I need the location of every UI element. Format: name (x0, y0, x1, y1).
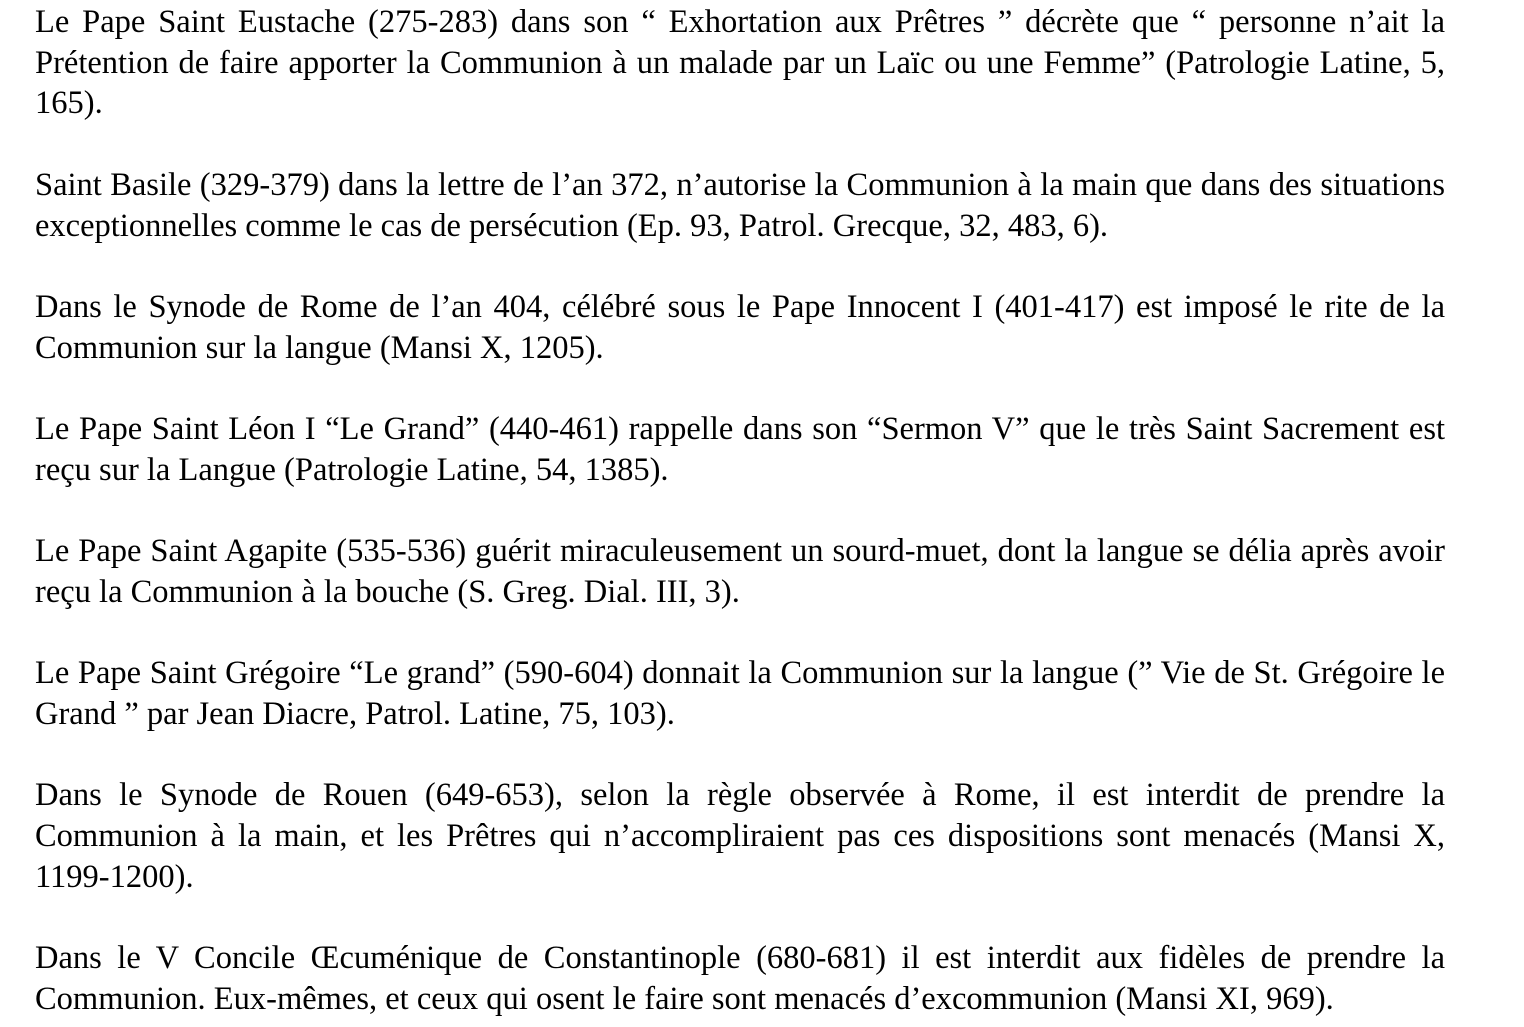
paragraph-eustache: Le Pape Saint Eustache (275-283) dans son “ Exhortation aux Prêtres ” décrète que “ personne n’ait la Prétention de faire apporter la Communion à un malade par un Laïc ou une Femme” (Patrologie Latine, 5, 165). (35, 4, 1445, 122)
paragraph-basile: Saint Basile (329-379) dans la lettre de l’an 372, n’autorise la Communion à la main que dans des situations exceptionnelles comme le cas de persécution (Ep. 93, Patrol. Grecque, 32, 483, 6). (35, 166, 1445, 244)
document-body (35, 2, 1445, 1019)
paragraph-agapite: Le Pape Saint Agapite (535-536) guérit miraculeusement un sourd-muet, dont la langue se délia après avoir reçu la Communion à la bouche (S. Greg. Dial. III, 3). (35, 533, 1445, 610)
paragraph-gregoire: Le Pape Saint Grégoire “Le grand” (590-604) donnait la Communion sur la langue (” Vie de St. Grégoire le Grand ” par Jean Diacre, Patrol. Latine, 75, 103). (35, 655, 1445, 732)
paragraph-leon: Le Pape Saint Léon I “Le Grand” (440-461) rappelle dans son “Sermon V” que le très Saint Sacrement est reçu sur la Langue (Patrologie Latine, 54, 1385). (35, 410, 1445, 488)
paragraph-concile-constantinople: Dans le V Concile Œcuménique de Constantinople (680-681) il est interdit aux fidèles de prendre la Communion. Eux-mêmes, et ceux qui osent le faire sont menacés d’excommunion (Mansi XI, 969). (35, 940, 1445, 1017)
paragraph-synode-rome: Dans le Synode de Rome de l’an 404, célébré sous le Pape Innocent I (401-417) est imposé le rite de la Communion sur la langue (Mansi X, 1205). (35, 288, 1445, 366)
paragraph-synode-rouen: Dans le Synode de Rouen (649-653), selon la règle observée à Rome, il est interdit de prendre la Communion à la main, et les Prêtres qui n’accompliraient pas ces dispositions sont menacés (Mansi X, 1199-1200). (35, 777, 1445, 895)
